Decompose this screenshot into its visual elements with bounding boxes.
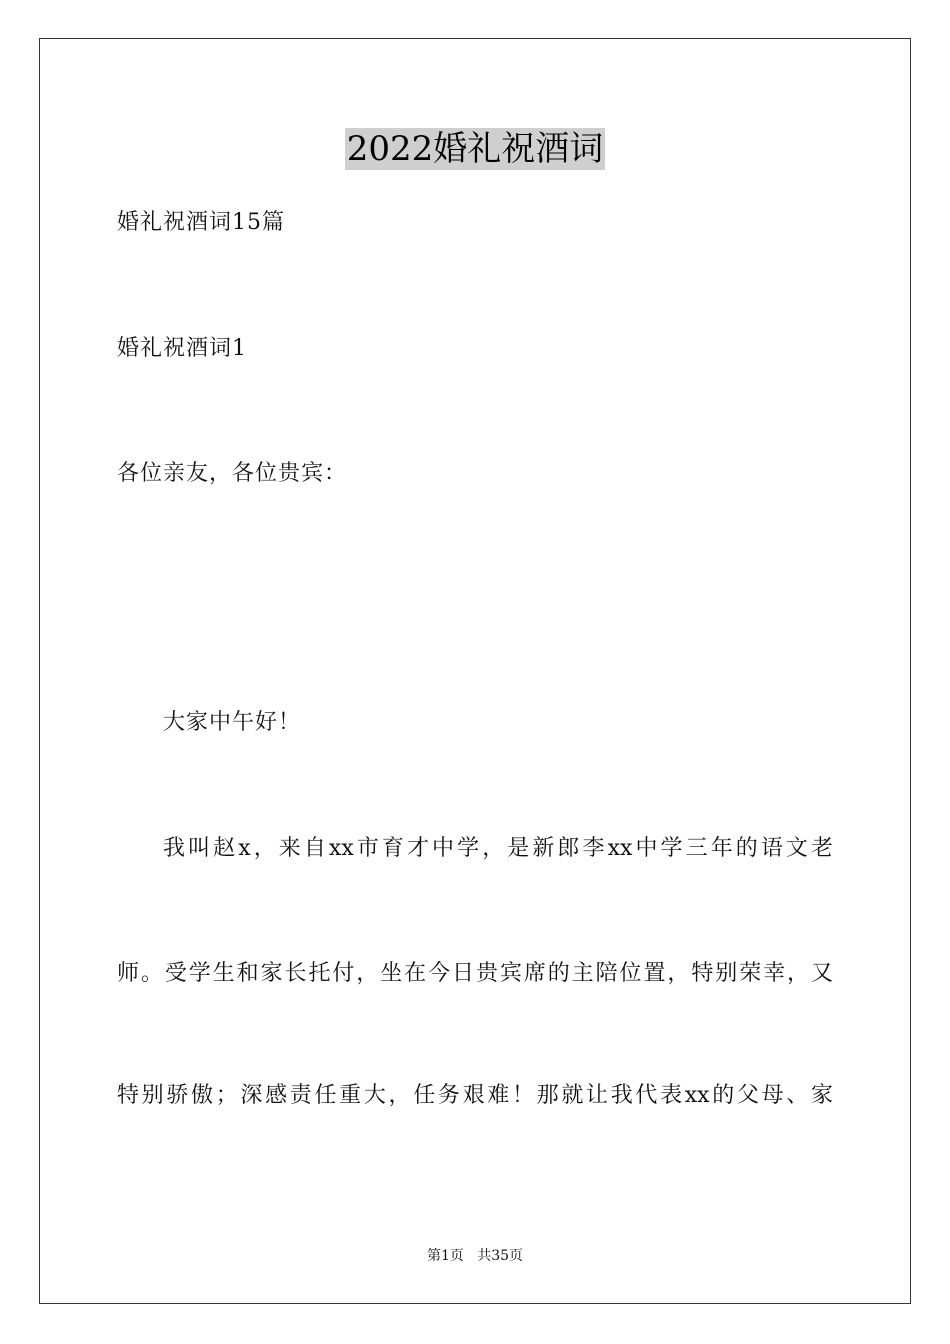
page-number-footer: 第1页 共35页 (426, 1248, 524, 1264)
body-line-3: 特别骄傲；深感责任重大，任务艰难！那就让我代表xx的父母、家 (117, 1083, 833, 1108)
section-heading: 婚礼祝酒词1 (117, 336, 247, 361)
document-title: 2022婚礼祝酒词 (346, 129, 604, 169)
body-line-1: 我叫赵x，来自xx市育才中学，是新郎李xx中学三年的语文老 (163, 836, 833, 861)
greeting-line: 大家中午好！ (163, 710, 302, 735)
collection-heading: 婚礼祝酒词15篇 (117, 210, 285, 235)
body-line-2: 师。受学生和家长托付，坐在今日贵宾席的主陪位置，特别荣幸，又 (117, 961, 833, 986)
salutation: 各位亲友，各位贵宾： (117, 461, 348, 486)
document-title-block (0, 128, 950, 170)
